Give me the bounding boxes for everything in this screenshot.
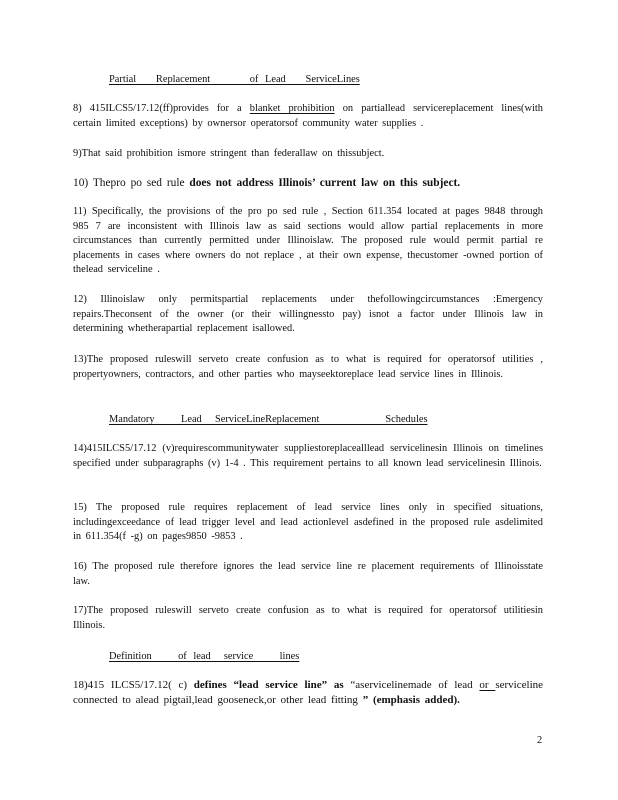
paragraph-8-text-a: 8) 415ILCS5/17.12(ff)provides for a bbox=[73, 103, 250, 114]
paragraph-17: 17)The proposed ruleswill serveto create confusion as to what is required for operatorsof utilitiesin Illinois. bbox=[73, 605, 543, 631]
paragraph-18-text-c: “aservicelinemade of lead bbox=[350, 679, 480, 691]
paragraph-10-bold: does not address Illinois’ current law on this subject. bbox=[189, 177, 461, 189]
paragraph-8 bbox=[73, 102, 543, 131]
paragraph-11: 11) Specifically, the provisions of the pro po sed rule , Section 611.354 located at pages 9848 through 985 7 are inconsistent with Illinois law as said sections would allow partial replacements in more circumstances than currently permitted under Illinoislaw. The proposed rule would permit partial re placements in cases where owners do not replace , at their own expense, thecustomer -owned portion of thelead serviceline . bbox=[73, 206, 543, 275]
page-number: 2 bbox=[537, 735, 543, 746]
paragraph-18-text-a: 18)415 ILCS5/17.12( c) bbox=[73, 679, 194, 691]
paragraph-16: 16) The proposed rule therefore ignores the lead service line re placement requirements of Illinoisstate law. bbox=[73, 561, 543, 587]
paragraph-9: 9)That said prohibition ismore stringent than federallaw on thissubject. bbox=[73, 148, 385, 159]
paragraph-14: 14)415ILCS5/17.12 (v)requirescommunitywater suppliestoreplacealllead servicelinesin Illinois on timelines specified under subparagraphs (v) 1-4 . This requirement pertains to all known lead servicelinesin Illinois. bbox=[73, 443, 543, 469]
paragraph-15: 15) The proposed rule requires replacement of lead service lines only in specified situations, includingexceedance of lead trigger level and lead actionlevel asdefined in the proposed rule asdelimited in 611.354(f -g) on pages9850 -9853 . bbox=[73, 502, 543, 542]
paragraph-8-underlined: blanket prohibition bbox=[249, 103, 335, 114]
paragraph-10-text-a: 10) Thepro po sed rule bbox=[73, 177, 190, 189]
paragraph-18-bold-definition: defines “lead service line” as bbox=[193, 679, 351, 691]
paragraph-18 bbox=[73, 678, 543, 707]
paragraph-12: 12) Illinoislaw only permitspartial replacements under thefollowingcircumstances :Emergency repairs.Theconsent of the owner (or their willingnessto pay) isnot a factor under Illinois law in determining whetherapartial replacement isallowed. bbox=[73, 294, 543, 334]
paragraph-8-text-c: on partiallead servicereplacement lines(with certain limited exceptions) by ownersor operatorsof community water supplies . bbox=[73, 103, 543, 129]
heading-mandatory-schedules: Mandatory Lead ServiceLineReplacement Schedules bbox=[109, 414, 428, 425]
paragraph-18-underlined-or: or bbox=[479, 679, 496, 691]
paragraph-18-emphasis: ” (emphasis added). bbox=[362, 693, 460, 706]
heading-partial-replacement: Partial Replacement of Lead ServiceLines bbox=[109, 74, 360, 85]
paragraph-10 bbox=[73, 176, 543, 191]
paragraph-13: 13)The proposed ruleswill serveto create confusion as to what is required for operatorsof utilities , propertyowners, contractors, and other parties who mayseektoreplace lead service lines in Illinois. bbox=[73, 354, 543, 380]
heading-definition-lead-service-lines: Definition of lead service lines bbox=[109, 651, 300, 662]
paragraph-18-text-e: serviceline connected to alead pigtail,lead gooseneck,or other lead fitting bbox=[73, 679, 544, 706]
